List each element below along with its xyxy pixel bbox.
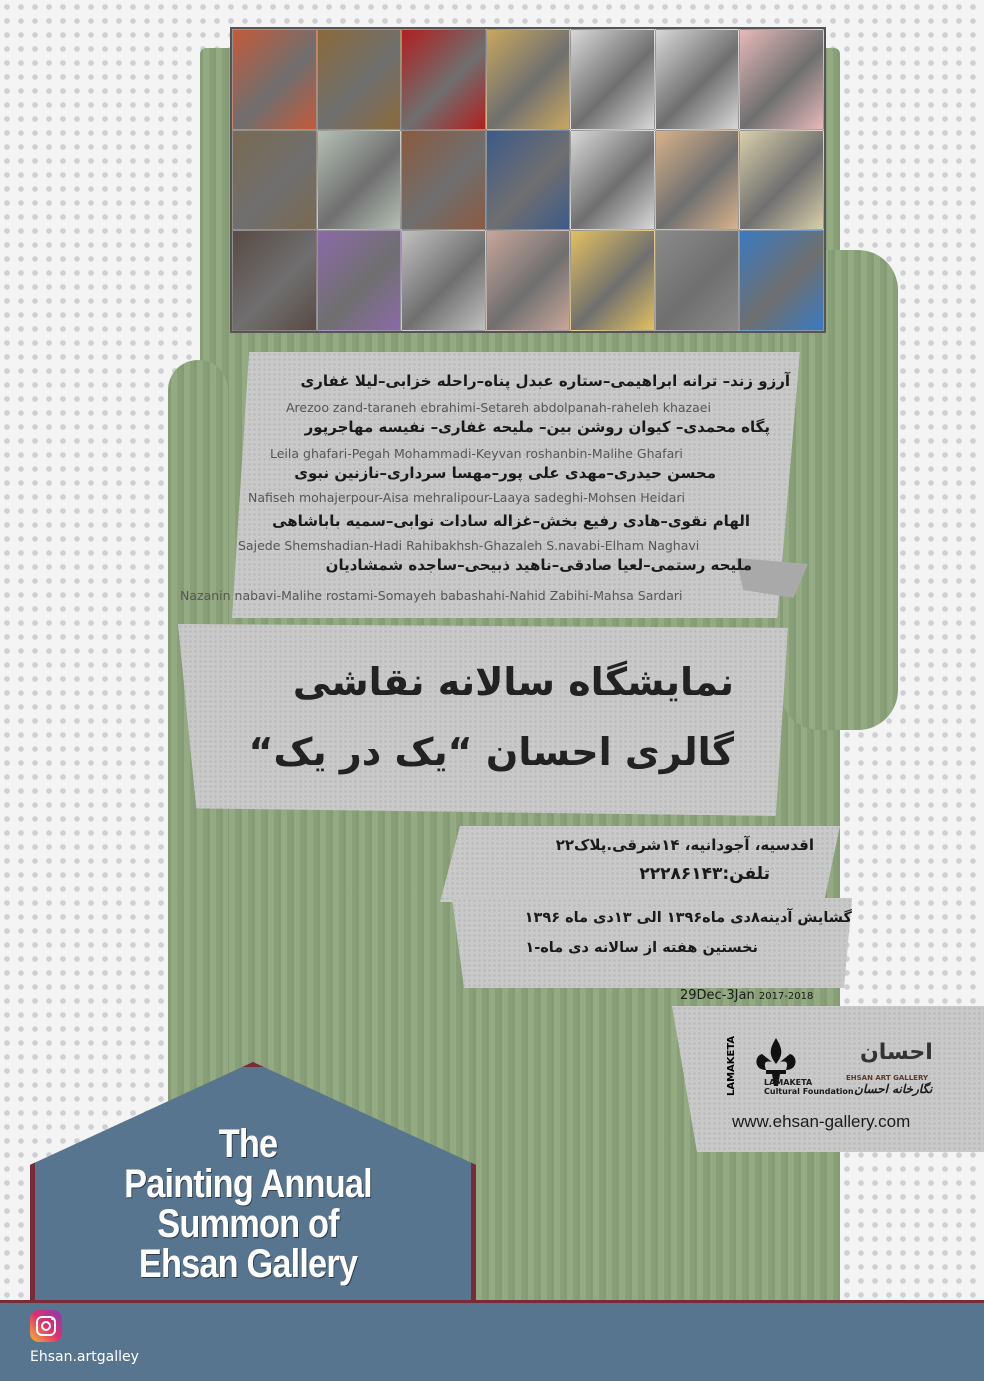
artist-line-en-5: Nazanin nabavi-Malihe rostami-Somayeh babashahi-Nahid Zabihi-Mahsa Sardari	[180, 588, 683, 603]
english-years: 2017-2018	[758, 991, 814, 1002]
artwork-tile	[401, 230, 486, 331]
ehsan-logo-mark: احسان	[860, 1040, 933, 1065]
artist-line-fa-3: محسن حیدری–مهدی علی پور–مهسا سرداری–نازنین نبوی	[294, 464, 716, 482]
artwork-tile	[232, 230, 317, 331]
artwork-collage	[230, 27, 826, 333]
artist-line-en-2: Leila ghafari-Pegah Mohammadi-Keyvan roshanbin-Malihe Ghafari	[270, 446, 683, 461]
lamaketa-caption	[764, 1078, 854, 1096]
artwork-tile	[739, 130, 824, 231]
artist-line-fa-4: الهام نقوی–هادی رفیع بخش–غزاله سادات نوابی–سمیه باباشاهی	[272, 512, 750, 530]
website-link[interactable]: www.ehsan-gallery.com	[732, 1112, 911, 1131]
english-date-range: 29Dec-3Jan	[680, 988, 755, 1003]
english-title-line-2: Painting Annual	[124, 1162, 372, 1206]
address-text: اقدسیه، آجودانیه، ۱۴شرقی.پلاک۲۲	[555, 836, 814, 854]
artwork-tile	[317, 230, 402, 331]
lamaketa-subtitle: Cultural Foundation	[764, 1087, 854, 1096]
artwork-tile	[739, 29, 824, 130]
artist-line-fa-2: پگاه محمدی– کیوان روشن بین– ملیحه غفاری– نفیسه مهاجرپور	[304, 418, 770, 436]
footer-bar	[0, 1300, 984, 1381]
artwork-tile	[486, 130, 571, 231]
artwork-tile	[232, 130, 317, 231]
opening-dates: گشایش آدینه۸دی ماه۱۳۹۶ الی ۱۳دی ماه ۱۳۹۶	[524, 910, 852, 926]
artists-panel	[232, 352, 800, 618]
english-title	[61, 1124, 436, 1284]
english-title-line-4: Ehsan Gallery	[138, 1242, 358, 1286]
artist-line-en-1: Arezoo zand-taraneh ebrahimi-Setareh abdolpanah-raheleh khazaei	[286, 400, 711, 415]
english-title-line-3: Summon of	[157, 1202, 339, 1246]
artwork-tile	[232, 29, 317, 130]
lamaketa-vertical-text: LAMAKETA	[726, 1035, 737, 1096]
artwork-tile	[570, 29, 655, 130]
dates-note: نخستین هفته از سالانه دی ماه-۱	[525, 940, 758, 956]
ehsan-en-name: EHSAN ART GALLERY	[846, 1074, 929, 1082]
artwork-tile	[655, 130, 740, 231]
artwork-tile	[655, 230, 740, 331]
artist-line-fa-5: ملیحه رستمی–لعیا صادقی–ناهید ذبیحی–ساجده شمشادیان	[325, 556, 752, 574]
phone-text: تلفن:۲۲۲۸۶۱۴۳	[639, 864, 770, 884]
ehsan-logo	[860, 1040, 933, 1070]
instagram-handle[interactable]: Ehsan.artgalley	[30, 1349, 139, 1365]
artwork-tile	[570, 130, 655, 231]
english-title-line-1: The	[218, 1122, 278, 1166]
instagram-icon[interactable]	[30, 1310, 62, 1342]
artwork-tile	[317, 130, 402, 231]
artwork-tile	[317, 29, 402, 130]
artist-line-en-3: Nafiseh mohajerpour-Aisa mehralipour-Laaya sadeghi-Mohsen Heidari	[248, 490, 686, 505]
english-dates	[680, 988, 813, 1003]
artwork-tile	[486, 29, 571, 130]
ehsan-fa-name: نگارخانه احسان	[854, 1082, 933, 1096]
artwork-tile	[401, 29, 486, 130]
artwork-tile	[401, 130, 486, 231]
artwork-tile	[739, 230, 824, 331]
gallery-title: گالری احسان “یک در یک“	[248, 730, 734, 774]
artwork-tile	[570, 230, 655, 331]
title-panel	[178, 624, 788, 816]
artwork-tile	[486, 230, 571, 331]
exhibition-title: نمایشگاه سالانه نقاشی	[292, 660, 734, 704]
artist-line-en-4: Sajede Shemshadian-Hadi Rahibakhsh-Ghazaleh S.navabi-Elham Naghavi	[238, 538, 700, 553]
artist-line-fa-1: آرزو زند– ترانه ابراهیمی–ستاره عبدل پناه–راحله خزابی–لیلا غفاری	[300, 372, 790, 390]
artwork-tile	[655, 29, 740, 130]
lamaketa-name: LAMAKETA	[764, 1078, 813, 1087]
